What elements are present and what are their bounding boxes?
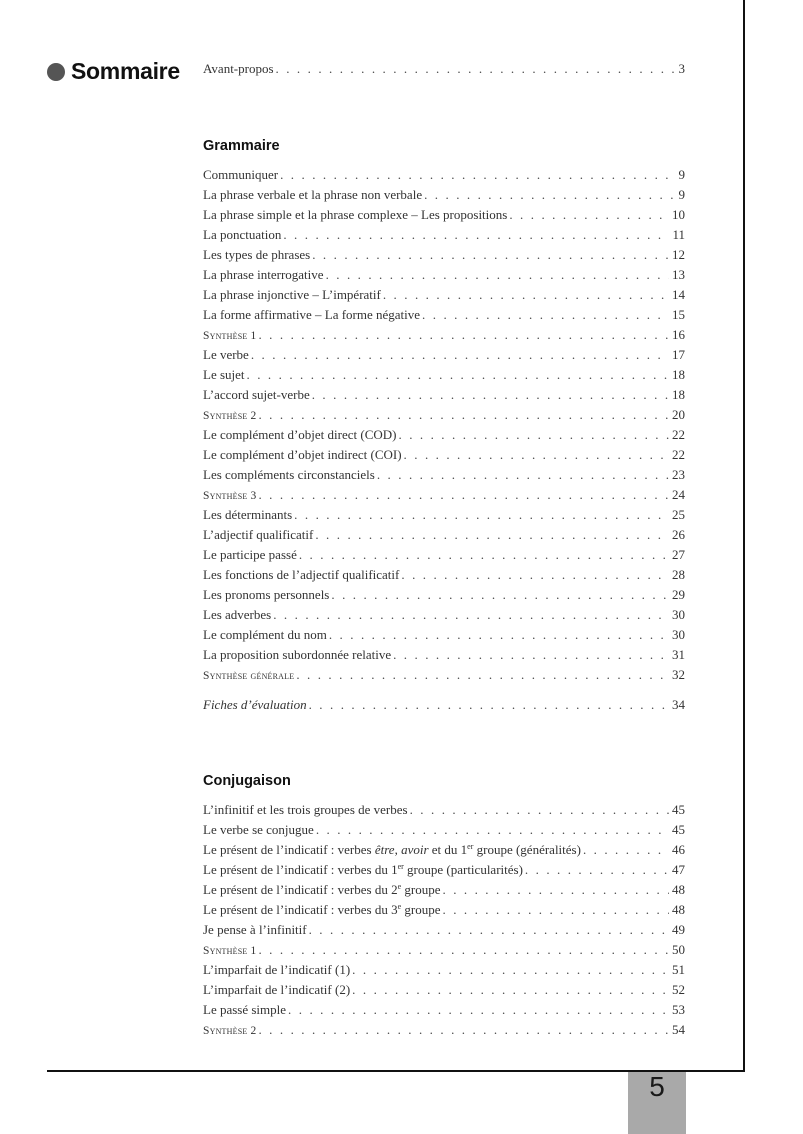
toc-entry-page: 45 bbox=[672, 802, 685, 817]
toc-entry-label: La phrase verbale et la phrase non verbale bbox=[203, 187, 423, 202]
dot-leader bbox=[286, 1000, 669, 1020]
dot-leader bbox=[523, 860, 669, 880]
toc-entry-page: 18 bbox=[672, 367, 685, 382]
toc-entry[interactable] bbox=[203, 585, 685, 605]
toc-entry-page: 26 bbox=[672, 527, 685, 542]
toc-entry-label: L’imparfait de l’indicatif (2) bbox=[203, 982, 351, 997]
dot-leader bbox=[350, 980, 669, 1000]
label-part: groupe bbox=[401, 902, 441, 917]
toc-entry-page: 23 bbox=[672, 467, 685, 482]
section-title-grammaire: Grammaire bbox=[203, 138, 280, 154]
toc-entry[interactable] bbox=[203, 385, 685, 405]
toc-entry[interactable] bbox=[203, 285, 685, 305]
toc-entry-label: Le passé simple bbox=[203, 1002, 287, 1017]
toc-entry[interactable] bbox=[203, 960, 685, 980]
toc-entry[interactable] bbox=[203, 665, 685, 685]
label-part: Le présent de l’indicatif : verbes du 1 bbox=[203, 862, 398, 877]
dot-leader bbox=[375, 465, 669, 485]
dot-leader bbox=[307, 920, 669, 940]
toc-entry-label bbox=[203, 840, 581, 860]
dot-leader bbox=[350, 960, 669, 980]
dot-leader bbox=[408, 800, 669, 820]
label-part: être bbox=[374, 842, 395, 857]
label-part: groupe (particularités) bbox=[403, 862, 523, 877]
toc-entry-label: Le participe passé bbox=[203, 547, 297, 562]
toc-entry-page: 46 bbox=[672, 842, 685, 857]
toc-entry-page: 12 bbox=[672, 247, 685, 262]
dot-leader bbox=[256, 325, 669, 345]
dot-leader bbox=[327, 625, 669, 645]
toc-entry[interactable] bbox=[203, 860, 685, 880]
dot-leader bbox=[399, 565, 669, 585]
toc-entry[interactable] bbox=[203, 605, 685, 625]
toc-entry-page: 50 bbox=[672, 942, 685, 957]
toc-entry-label: Les compléments circonstanciels bbox=[203, 467, 375, 482]
toc-entry-page: 47 bbox=[672, 862, 685, 877]
ordinal-superscript: e bbox=[397, 902, 402, 911]
label-part: groupe (généralités) bbox=[473, 842, 581, 857]
toc-entry-page: 32 bbox=[672, 667, 685, 682]
dot-leader bbox=[391, 645, 669, 665]
toc-entry-label: Communiquer bbox=[203, 167, 279, 182]
label-part: , bbox=[394, 842, 402, 857]
dot-leader bbox=[294, 665, 669, 685]
toc-entry-label: Je pense à l’infinitif bbox=[203, 922, 307, 937]
dot-leader bbox=[402, 445, 669, 465]
toc-entry[interactable] bbox=[203, 980, 685, 1000]
toc-entry-label: Les pronoms personnels bbox=[203, 587, 330, 602]
dot-leader bbox=[249, 345, 669, 365]
ordinal-superscript: er bbox=[397, 862, 404, 871]
toc-entry-page: 49 bbox=[672, 922, 685, 937]
toc-entry-page: 45 bbox=[672, 822, 685, 837]
toc-entry[interactable] bbox=[203, 1000, 685, 1020]
toc-entry-page: 9 bbox=[678, 167, 685, 182]
sommaire-title: Sommaire bbox=[71, 58, 180, 84]
toc-entry-page: 31 bbox=[672, 647, 685, 662]
toc-entry-label: L’imparfait de l’indicatif (1) bbox=[203, 962, 351, 977]
label-part: Le présent de l’indicatif : verbes bbox=[203, 842, 375, 857]
toc-entry-page: 53 bbox=[672, 1002, 685, 1017]
ordinal-superscript: er bbox=[467, 842, 474, 851]
toc-entry-label: Avant-propos bbox=[203, 61, 274, 76]
toc-entry[interactable] bbox=[203, 900, 685, 920]
dot-leader bbox=[307, 695, 669, 715]
toc-entry[interactable] bbox=[203, 840, 685, 860]
dot-leader bbox=[256, 485, 669, 505]
toc-entry-label: Fiches d’évaluation bbox=[203, 697, 307, 712]
toc-conjugaison bbox=[203, 772, 685, 1040]
toc-entry[interactable] bbox=[203, 485, 685, 505]
toc-entry-page: 18 bbox=[672, 387, 685, 402]
toc-entry-page: 30 bbox=[672, 627, 685, 642]
toc-entry[interactable] bbox=[203, 505, 685, 525]
dot-leader bbox=[292, 505, 669, 525]
toc-entry-page: 9 bbox=[678, 187, 685, 202]
dot-leader bbox=[256, 1020, 669, 1040]
toc-entry-label: Les fonctions de l’adjectif qualificatif bbox=[203, 567, 400, 582]
toc-entry-label: L’adjectif qualificatif bbox=[203, 527, 314, 542]
toc-entry-label: Les déterminants bbox=[203, 507, 293, 522]
dot-leader bbox=[420, 305, 669, 325]
toc-entry-label: La ponctuation bbox=[203, 227, 282, 242]
toc-entry-label bbox=[203, 860, 523, 880]
dot-leader bbox=[310, 245, 669, 265]
dot-leader bbox=[581, 840, 669, 860]
toc-entry-page: 51 bbox=[672, 962, 685, 977]
toc-entry[interactable] bbox=[203, 345, 685, 365]
toc-entry[interactable] bbox=[203, 545, 685, 565]
dot-leader bbox=[278, 165, 675, 185]
toc-entry-page: 15 bbox=[672, 307, 685, 322]
toc-entry[interactable] bbox=[203, 465, 685, 485]
toc-entry-label: Le verbe se conjugue bbox=[203, 822, 314, 837]
label-part: et du 1 bbox=[428, 842, 468, 857]
toc-entry-page: 28 bbox=[672, 567, 685, 582]
page-number: 5 bbox=[628, 1072, 686, 1134]
dot-leader bbox=[281, 225, 669, 245]
toc-entry-page: 54 bbox=[672, 1022, 685, 1037]
toc-entry-label: La phrase interrogative bbox=[203, 267, 324, 282]
dot-leader bbox=[313, 525, 669, 545]
toc-entry-page: 11 bbox=[672, 227, 685, 242]
toc-entry-page: 30 bbox=[672, 607, 685, 622]
toc-entry-label: Synthèse 3 bbox=[203, 490, 257, 502]
toc-entry[interactable] bbox=[203, 205, 685, 225]
toc-entry[interactable] bbox=[203, 225, 685, 245]
toc-entry-page: 25 bbox=[672, 507, 685, 522]
dot-leader bbox=[324, 265, 669, 285]
toc-entry-label: La phrase injonctive – L’impératif bbox=[203, 287, 381, 302]
ordinal-superscript: e bbox=[397, 882, 402, 891]
toc-entry-label: Les types de phrases bbox=[203, 247, 311, 262]
toc-entry-page: 52 bbox=[672, 982, 685, 997]
dot-leader bbox=[507, 205, 669, 225]
dot-leader bbox=[329, 585, 669, 605]
toc-entry[interactable] bbox=[203, 365, 685, 385]
toc-entry-label: La proposition subordonnée relative bbox=[203, 647, 392, 662]
toc-entry[interactable] bbox=[203, 880, 685, 900]
dot-leader bbox=[422, 185, 675, 205]
toc-entry[interactable] bbox=[203, 820, 685, 840]
dot-leader bbox=[271, 605, 669, 625]
dot-leader bbox=[297, 545, 669, 565]
toc-entry-page: 16 bbox=[672, 327, 685, 342]
toc-entry[interactable] bbox=[203, 940, 685, 960]
toc-entry-label: Le complément du nom bbox=[203, 627, 327, 642]
sommaire-heading bbox=[47, 58, 180, 85]
toc-entry[interactable] bbox=[203, 445, 685, 465]
toc-entry-label bbox=[203, 880, 441, 900]
toc-entry-page: 29 bbox=[672, 587, 685, 602]
dot-leader bbox=[256, 940, 669, 960]
toc-entry-label: L’accord sujet-verbe bbox=[203, 387, 310, 402]
toc-entry[interactable] bbox=[203, 565, 685, 585]
toc-entry-page: 13 bbox=[672, 267, 685, 282]
toc-entry[interactable] bbox=[203, 265, 685, 285]
toc-grammaire bbox=[203, 137, 685, 715]
toc-entry-label: Le sujet bbox=[203, 367, 245, 382]
toc-intro bbox=[203, 59, 685, 79]
toc-entry-label: La forme affirmative – La forme négative bbox=[203, 307, 421, 322]
page-right-rule bbox=[743, 0, 745, 1072]
dot-leader bbox=[314, 820, 669, 840]
toc-entry[interactable] bbox=[203, 185, 685, 205]
toc-entry-page: 48 bbox=[672, 882, 685, 897]
toc-entry[interactable] bbox=[203, 800, 685, 820]
dot-leader bbox=[256, 405, 669, 425]
dot-leader bbox=[381, 285, 669, 305]
label-part: avoir bbox=[401, 842, 429, 857]
dot-leader bbox=[441, 880, 670, 900]
toc-entry-page: 10 bbox=[672, 207, 685, 222]
toc-entry-label: Synthèse 2 bbox=[203, 410, 257, 422]
toc-entry-label: Synthèse 1 bbox=[203, 330, 257, 342]
toc-entry-label: Le complément d’objet indirect (COI) bbox=[203, 447, 402, 462]
toc-entry[interactable] bbox=[203, 525, 685, 545]
toc-entry[interactable] bbox=[203, 325, 685, 345]
toc-entry-page: 14 bbox=[672, 287, 685, 302]
toc-entry-page: 22 bbox=[672, 447, 685, 462]
toc-entry[interactable] bbox=[203, 1020, 685, 1040]
toc-entry[interactable] bbox=[203, 625, 685, 645]
toc-entry-label: L’infinitif et les trois groupes de verbes bbox=[203, 802, 408, 817]
toc-entry[interactable] bbox=[203, 59, 685, 79]
toc-entry-page: 22 bbox=[672, 427, 685, 442]
toc-entry-evaluation[interactable] bbox=[203, 695, 685, 715]
toc-entry-page: 24 bbox=[672, 487, 685, 502]
dot-leader bbox=[441, 900, 670, 920]
label-part: Le présent de l’indicatif : verbes du 3 bbox=[203, 902, 398, 917]
section-title-conjugaison: Conjugaison bbox=[203, 773, 291, 789]
toc-entry[interactable] bbox=[203, 305, 685, 325]
dot-leader bbox=[274, 59, 676, 79]
dot-leader bbox=[245, 365, 669, 385]
toc-entry[interactable] bbox=[203, 245, 685, 265]
toc-entry-page: 3 bbox=[678, 61, 685, 76]
label-part: groupe bbox=[401, 882, 441, 897]
toc-entry[interactable] bbox=[203, 425, 685, 445]
dot-leader bbox=[397, 425, 670, 445]
toc-entry-page: 48 bbox=[672, 902, 685, 917]
toc-entry-label: La phrase simple et la phrase complexe – Les propositions bbox=[203, 207, 508, 222]
toc-entry-label: Le complément d’objet direct (COD) bbox=[203, 427, 397, 442]
toc-entry-page: 34 bbox=[672, 697, 685, 712]
toc-entry-page: 27 bbox=[672, 547, 685, 562]
toc-entry-label: Synthèse générale bbox=[203, 670, 295, 682]
toc-entry-label: Les adverbes bbox=[203, 607, 272, 622]
toc-entry-label: Le verbe bbox=[203, 347, 249, 362]
toc-entry-page: 20 bbox=[672, 407, 685, 422]
toc-entry-page: 17 bbox=[672, 347, 685, 362]
toc-entry[interactable] bbox=[203, 165, 685, 185]
toc-entry-label: Synthèse 1 bbox=[203, 945, 257, 957]
toc-entry-label: Synthèse 2 bbox=[203, 1025, 257, 1037]
toc-entry[interactable] bbox=[203, 920, 685, 940]
toc-entry-label bbox=[203, 900, 441, 920]
dot-leader bbox=[310, 385, 669, 405]
grammaire-entries bbox=[203, 165, 685, 685]
label-part: Le présent de l’indicatif : verbes du 2 bbox=[203, 882, 398, 897]
conjugaison-entries bbox=[203, 800, 685, 1040]
toc-entry[interactable] bbox=[203, 645, 685, 665]
bullet-icon bbox=[47, 63, 65, 81]
toc-entry[interactable] bbox=[203, 405, 685, 425]
